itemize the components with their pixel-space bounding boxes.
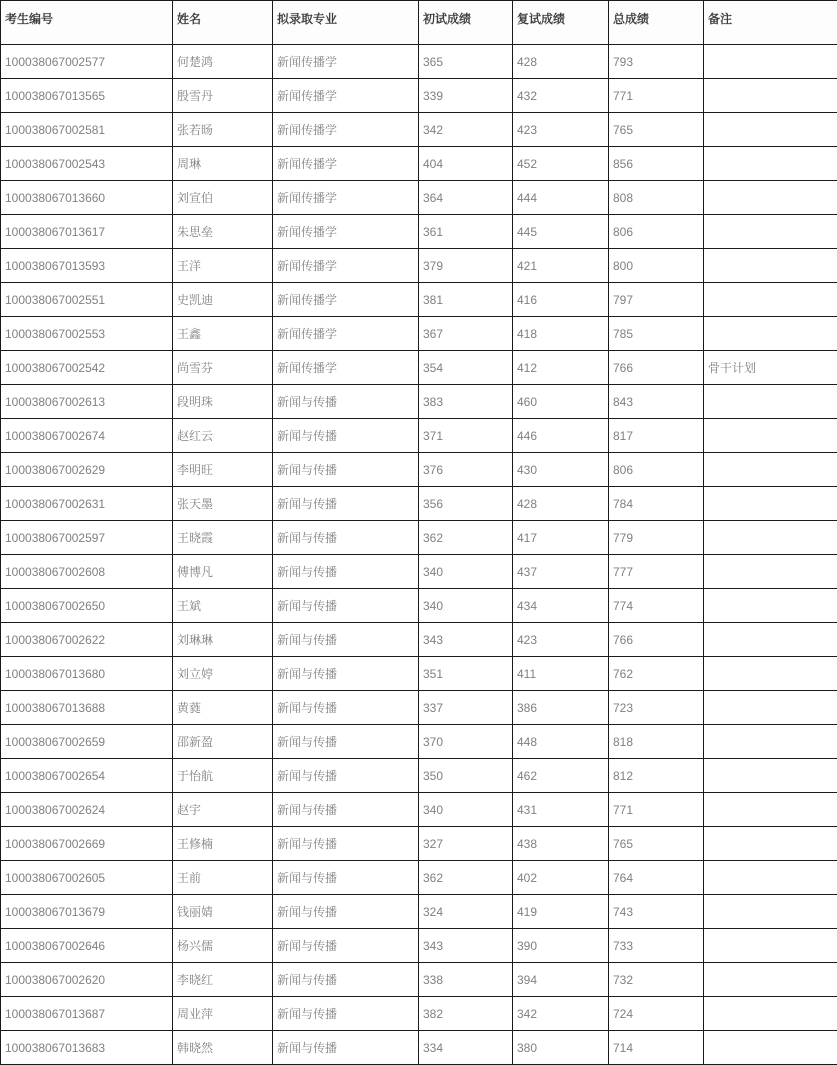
cell-remarks	[704, 249, 837, 283]
cell-major: 新闻与传播	[273, 997, 419, 1031]
cell-initial-score: 367	[419, 317, 513, 351]
cell-initial-score: 356	[419, 487, 513, 521]
table-row	[1, 215, 837, 249]
cell-remarks	[704, 929, 837, 963]
table-row	[1, 895, 837, 929]
table-row	[1, 963, 837, 997]
table-row	[1, 113, 837, 147]
cell-initial-score: 383	[419, 385, 513, 419]
cell-retest-score: 445	[513, 215, 609, 249]
cell-name: 周业萍	[173, 997, 273, 1031]
cell-retest-score: 418	[513, 317, 609, 351]
cell-retest-score: 421	[513, 249, 609, 283]
cell-remarks	[704, 419, 837, 453]
cell-major: 新闻与传播	[273, 589, 419, 623]
cell-exam-id: 100038067002551	[1, 283, 173, 317]
cell-major: 新闻与传播	[273, 385, 419, 419]
cell-major: 新闻与传播	[273, 725, 419, 759]
cell-name: 周琳	[173, 147, 273, 181]
cell-name: 朱思垒	[173, 215, 273, 249]
cell-retest-score: 423	[513, 623, 609, 657]
cell-major: 新闻与传播	[273, 827, 419, 861]
cell-exam-id: 100038067013688	[1, 691, 173, 725]
cell-exam-id: 100038067013660	[1, 181, 173, 215]
cell-total-score: 793	[609, 45, 704, 79]
cell-exam-id: 100038067002659	[1, 725, 173, 759]
cell-retest-score: 394	[513, 963, 609, 997]
table-row	[1, 147, 837, 181]
cell-name: 殷雪丹	[173, 79, 273, 113]
cell-retest-score: 446	[513, 419, 609, 453]
cell-initial-score: 342	[419, 113, 513, 147]
cell-remarks	[704, 215, 837, 249]
table-row	[1, 929, 837, 963]
cell-retest-score: 438	[513, 827, 609, 861]
table-body	[1, 45, 837, 1065]
cell-name: 王修楠	[173, 827, 273, 861]
cell-total-score: 806	[609, 215, 704, 249]
cell-total-score: 764	[609, 861, 704, 895]
cell-retest-score: 416	[513, 283, 609, 317]
cell-retest-score: 431	[513, 793, 609, 827]
cell-name: 傅博凡	[173, 555, 273, 589]
cell-major: 新闻与传播	[273, 861, 419, 895]
cell-initial-score: 327	[419, 827, 513, 861]
cell-retest-score: 428	[513, 487, 609, 521]
cell-retest-score: 452	[513, 147, 609, 181]
cell-name: 王晓霞	[173, 521, 273, 555]
cell-major: 新闻传播学	[273, 249, 419, 283]
cell-total-score: 723	[609, 691, 704, 725]
col-header-name: 姓名	[173, 1, 273, 45]
cell-major: 新闻传播学	[273, 283, 419, 317]
cell-name: 于怡航	[173, 759, 273, 793]
cell-total-score: 766	[609, 351, 704, 385]
cell-initial-score: 334	[419, 1031, 513, 1065]
cell-total-score: 806	[609, 453, 704, 487]
cell-name: 韩晓然	[173, 1031, 273, 1065]
cell-total-score: 771	[609, 79, 704, 113]
cell-name: 刘琳琳	[173, 623, 273, 657]
cell-retest-score: 386	[513, 691, 609, 725]
cell-major: 新闻与传播	[273, 657, 419, 691]
cell-retest-score: 437	[513, 555, 609, 589]
cell-remarks	[704, 453, 837, 487]
cell-exam-id: 100038067002624	[1, 793, 173, 827]
table-row	[1, 1031, 837, 1065]
cell-retest-score: 460	[513, 385, 609, 419]
cell-name: 黄蕤	[173, 691, 273, 725]
cell-exam-id: 100038067013680	[1, 657, 173, 691]
cell-total-score: 765	[609, 113, 704, 147]
cell-name: 史凯迪	[173, 283, 273, 317]
cell-total-score: 797	[609, 283, 704, 317]
cell-major: 新闻传播学	[273, 351, 419, 385]
cell-initial-score: 338	[419, 963, 513, 997]
cell-initial-score: 404	[419, 147, 513, 181]
cell-exam-id: 100038067002622	[1, 623, 173, 657]
cell-total-score: 812	[609, 759, 704, 793]
table-row	[1, 487, 837, 521]
cell-name: 钱丽婧	[173, 895, 273, 929]
cell-total-score: 808	[609, 181, 704, 215]
cell-retest-score: 380	[513, 1031, 609, 1065]
cell-exam-id: 100038067002631	[1, 487, 173, 521]
cell-name: 段明珠	[173, 385, 273, 419]
table-row	[1, 555, 837, 589]
cell-total-score: 743	[609, 895, 704, 929]
cell-initial-score: 376	[419, 453, 513, 487]
cell-major: 新闻与传播	[273, 1031, 419, 1065]
table-row	[1, 657, 837, 691]
cell-exam-id: 100038067002543	[1, 147, 173, 181]
cell-name: 张若旸	[173, 113, 273, 147]
table-row	[1, 521, 837, 555]
cell-remarks	[704, 861, 837, 895]
table-row	[1, 317, 837, 351]
cell-name: 赵宇	[173, 793, 273, 827]
cell-total-score: 762	[609, 657, 704, 691]
cell-remarks	[704, 181, 837, 215]
cell-retest-score: 432	[513, 79, 609, 113]
table-row	[1, 45, 837, 79]
cell-exam-id: 100038067002605	[1, 861, 173, 895]
cell-initial-score: 379	[419, 249, 513, 283]
cell-name: 尚雪芬	[173, 351, 273, 385]
cell-total-score: 765	[609, 827, 704, 861]
cell-name: 李晓红	[173, 963, 273, 997]
cell-name: 王斌	[173, 589, 273, 623]
cell-remarks	[704, 147, 837, 181]
cell-remarks	[704, 691, 837, 725]
cell-major: 新闻与传播	[273, 793, 419, 827]
table-row	[1, 351, 837, 385]
cell-exam-id: 100038067002674	[1, 419, 173, 453]
cell-initial-score: 364	[419, 181, 513, 215]
cell-initial-score: 362	[419, 861, 513, 895]
cell-total-score: 714	[609, 1031, 704, 1065]
cell-retest-score: 417	[513, 521, 609, 555]
cell-major: 新闻与传播	[273, 453, 419, 487]
table-row	[1, 793, 837, 827]
cell-major: 新闻传播学	[273, 45, 419, 79]
cell-retest-score: 342	[513, 997, 609, 1031]
cell-retest-score: 412	[513, 351, 609, 385]
cell-remarks	[704, 963, 837, 997]
cell-initial-score: 354	[419, 351, 513, 385]
cell-remarks	[704, 1031, 837, 1065]
table-row	[1, 181, 837, 215]
cell-retest-score: 402	[513, 861, 609, 895]
cell-retest-score: 390	[513, 929, 609, 963]
cell-remarks	[704, 759, 837, 793]
cell-initial-score: 340	[419, 589, 513, 623]
col-header-exam-id: 考生编号	[1, 1, 173, 45]
cell-exam-id: 100038067002613	[1, 385, 173, 419]
cell-total-score: 817	[609, 419, 704, 453]
cell-major: 新闻传播学	[273, 113, 419, 147]
header-row	[1, 1, 837, 45]
cell-remarks	[704, 79, 837, 113]
cell-total-score: 732	[609, 963, 704, 997]
cell-remarks	[704, 997, 837, 1031]
col-header-major: 拟录取专业	[273, 1, 419, 45]
cell-remarks	[704, 623, 837, 657]
table-row	[1, 249, 837, 283]
cell-total-score: 777	[609, 555, 704, 589]
cell-retest-score: 428	[513, 45, 609, 79]
cell-major: 新闻与传播	[273, 555, 419, 589]
cell-initial-score: 351	[419, 657, 513, 691]
cell-name: 邵新盈	[173, 725, 273, 759]
cell-initial-score: 343	[419, 929, 513, 963]
cell-retest-score: 448	[513, 725, 609, 759]
cell-remarks	[704, 45, 837, 79]
cell-initial-score: 370	[419, 725, 513, 759]
col-header-total-score: 总成绩	[609, 1, 704, 45]
cell-total-score: 818	[609, 725, 704, 759]
cell-name: 杨兴儒	[173, 929, 273, 963]
cell-exam-id: 100038067002553	[1, 317, 173, 351]
cell-initial-score: 343	[419, 623, 513, 657]
cell-exam-id: 100038067002650	[1, 589, 173, 623]
col-header-remarks: 备注	[704, 1, 837, 45]
cell-remarks	[704, 657, 837, 691]
cell-initial-score: 339	[419, 79, 513, 113]
cell-exam-id: 100038067002669	[1, 827, 173, 861]
cell-name: 赵红云	[173, 419, 273, 453]
cell-retest-score: 444	[513, 181, 609, 215]
table-row	[1, 589, 837, 623]
table-row	[1, 623, 837, 657]
cell-initial-score: 340	[419, 555, 513, 589]
cell-initial-score: 362	[419, 521, 513, 555]
cell-remarks	[704, 793, 837, 827]
cell-remarks	[704, 589, 837, 623]
cell-initial-score: 324	[419, 895, 513, 929]
cell-exam-id: 100038067002581	[1, 113, 173, 147]
table-row	[1, 997, 837, 1031]
cell-total-score: 779	[609, 521, 704, 555]
cell-remarks	[704, 113, 837, 147]
cell-total-score: 766	[609, 623, 704, 657]
cell-total-score: 774	[609, 589, 704, 623]
cell-exam-id: 100038067013687	[1, 997, 173, 1031]
cell-remarks	[704, 317, 837, 351]
cell-exam-id: 100038067002620	[1, 963, 173, 997]
cell-total-score: 733	[609, 929, 704, 963]
cell-retest-score: 462	[513, 759, 609, 793]
table-row	[1, 861, 837, 895]
cell-exam-id: 100038067002597	[1, 521, 173, 555]
cell-remarks	[704, 521, 837, 555]
table-row	[1, 453, 837, 487]
cell-total-score: 784	[609, 487, 704, 521]
cell-remarks	[704, 827, 837, 861]
cell-major: 新闻与传播	[273, 487, 419, 521]
cell-initial-score: 371	[419, 419, 513, 453]
table-row	[1, 827, 837, 861]
cell-exam-id: 100038067002629	[1, 453, 173, 487]
cell-initial-score: 381	[419, 283, 513, 317]
cell-major: 新闻传播学	[273, 181, 419, 215]
cell-major: 新闻传播学	[273, 317, 419, 351]
cell-name: 王洋	[173, 249, 273, 283]
table-row	[1, 691, 837, 725]
cell-major: 新闻与传播	[273, 895, 419, 929]
cell-name: 刘宣伯	[173, 181, 273, 215]
cell-major: 新闻与传播	[273, 419, 419, 453]
table-row	[1, 725, 837, 759]
cell-total-score: 800	[609, 249, 704, 283]
cell-initial-score: 340	[419, 793, 513, 827]
cell-exam-id: 100038067013565	[1, 79, 173, 113]
cell-retest-score: 430	[513, 453, 609, 487]
col-header-retest-score: 复试成绩	[513, 1, 609, 45]
cell-major: 新闻与传播	[273, 963, 419, 997]
cell-initial-score: 337	[419, 691, 513, 725]
cell-major: 新闻传播学	[273, 215, 419, 249]
table-row	[1, 419, 837, 453]
cell-name: 何楚鸿	[173, 45, 273, 79]
cell-exam-id: 100038067002542	[1, 351, 173, 385]
cell-retest-score: 419	[513, 895, 609, 929]
cell-initial-score: 365	[419, 45, 513, 79]
cell-initial-score: 361	[419, 215, 513, 249]
cell-total-score: 724	[609, 997, 704, 1031]
cell-exam-id: 100038067013679	[1, 895, 173, 929]
cell-major: 新闻与传播	[273, 759, 419, 793]
cell-total-score: 771	[609, 793, 704, 827]
col-header-initial-score: 初试成绩	[419, 1, 513, 45]
table-row	[1, 283, 837, 317]
cell-total-score: 856	[609, 147, 704, 181]
table-row	[1, 385, 837, 419]
cell-name: 李明旺	[173, 453, 273, 487]
table-row	[1, 79, 837, 113]
cell-name: 王鑫	[173, 317, 273, 351]
cell-exam-id: 100038067013593	[1, 249, 173, 283]
cell-initial-score: 350	[419, 759, 513, 793]
cell-remarks	[704, 283, 837, 317]
cell-total-score: 785	[609, 317, 704, 351]
cell-retest-score: 423	[513, 113, 609, 147]
cell-major: 新闻与传播	[273, 623, 419, 657]
cell-exam-id: 100038067013617	[1, 215, 173, 249]
cell-exam-id: 100038067002608	[1, 555, 173, 589]
cell-remarks	[704, 725, 837, 759]
cell-exam-id: 100038067013683	[1, 1031, 173, 1065]
cell-retest-score: 434	[513, 589, 609, 623]
cell-remarks	[704, 487, 837, 521]
cell-exam-id: 100038067002646	[1, 929, 173, 963]
cell-major: 新闻传播学	[273, 147, 419, 181]
cell-retest-score: 411	[513, 657, 609, 691]
cell-remarks	[704, 385, 837, 419]
cell-exam-id: 100038067002654	[1, 759, 173, 793]
cell-remarks	[704, 555, 837, 589]
table-row	[1, 759, 837, 793]
cell-name: 刘立婷	[173, 657, 273, 691]
cell-initial-score: 382	[419, 997, 513, 1031]
cell-major: 新闻与传播	[273, 521, 419, 555]
cell-remarks: 骨干计划	[704, 351, 837, 385]
cell-name: 张天墨	[173, 487, 273, 521]
cell-exam-id: 100038067002577	[1, 45, 173, 79]
cell-name: 王前	[173, 861, 273, 895]
cell-major: 新闻与传播	[273, 691, 419, 725]
cell-major: 新闻传播学	[273, 79, 419, 113]
cell-major: 新闻与传播	[273, 929, 419, 963]
cell-total-score: 843	[609, 385, 704, 419]
cell-remarks	[704, 895, 837, 929]
